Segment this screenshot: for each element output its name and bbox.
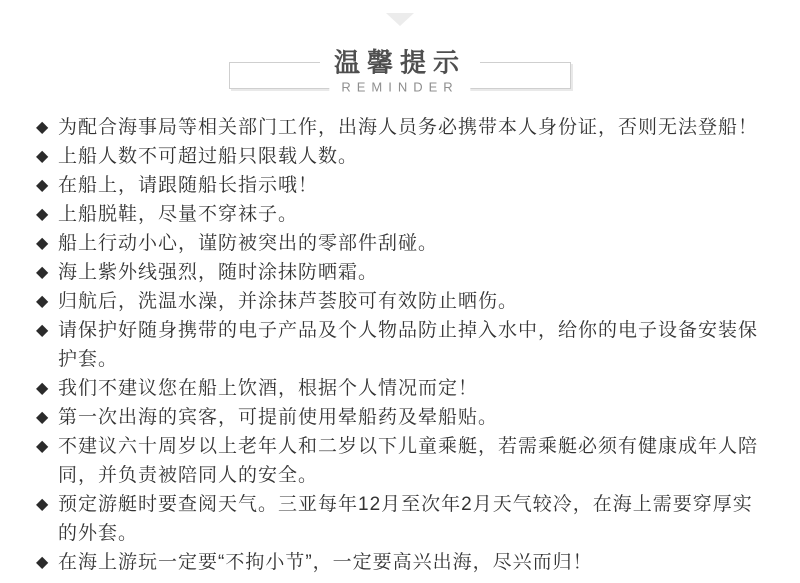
reminder-text: 为配合海事局等相关部门工作，出海人员务必携带本人身份证，否则无法登船！ (58, 117, 759, 138)
reminder-text: 我们不建议您在船上饮酒，根据个人情况而定！ (58, 378, 479, 399)
diamond-bullet-icon: ◆ (36, 148, 49, 165)
diamond-bullet-icon: ◆ (36, 409, 49, 426)
reminder-text: 船上行动小心，谨防被突出的零部件刮碰。 (58, 233, 439, 254)
reminder-text: 归航后，洗温水澡，并涂抹芦荟胶可有效防止晒伤。 (58, 291, 519, 312)
list-item (0, 548, 800, 577)
reminder-text: 上船脱鞋，尽量不穿袜子。 (58, 204, 299, 225)
diamond-bullet-icon: ◆ (36, 380, 49, 397)
reminder-text: 在船上，请跟随船长指示哦！ (58, 175, 319, 196)
list-item (0, 200, 800, 229)
list-item (0, 171, 800, 200)
list-item (0, 374, 800, 403)
page-title: 温馨提示 (320, 49, 480, 78)
diamond-bullet-icon: ◆ (36, 554, 49, 571)
list-item (0, 113, 800, 142)
list-item (0, 229, 800, 258)
page-subtitle: REMINDER (329, 81, 470, 96)
diamond-bullet-icon: ◆ (36, 496, 49, 513)
list-item (0, 403, 800, 432)
reminder-list (0, 113, 800, 577)
reminder-text: 在海上游玩一定要“不拘小节”，一定要高兴出海，尽兴而归！ (58, 552, 593, 573)
diamond-bullet-icon: ◆ (36, 264, 49, 281)
list-item (0, 432, 800, 490)
reminder-header-frame (229, 47, 571, 95)
list-item (0, 490, 800, 548)
diamond-bullet-icon: ◆ (36, 293, 49, 310)
list-item (0, 287, 800, 316)
reminder-text: 第一次出海的宾客，可提前使用晕船药及晕船贴。 (58, 407, 499, 428)
diamond-bullet-icon: ◆ (36, 119, 49, 136)
diamond-bullet-icon: ◆ (36, 438, 49, 455)
list-item (0, 258, 800, 287)
diamond-bullet-icon: ◆ (36, 177, 49, 194)
list-item (0, 142, 800, 171)
diamond-bullet-icon: ◆ (36, 235, 49, 252)
diamond-bullet-icon: ◆ (36, 322, 49, 339)
reminder-text: 请保护好随身携带的电子产品及个人物品防止掉入水中，给你的电子设备安装保护套。 (58, 320, 759, 370)
reminder-text: 海上紫外线强烈，随时涂抹防晒霜。 (58, 262, 379, 283)
reminder-text: 不建议六十周岁以上老年人和二岁以下儿童乘艇，若需乘艇必须有健康成年人陪同，并负责被陪同人的安全。 (58, 436, 759, 486)
chevron-down-icon (386, 13, 414, 26)
reminder-text: 上船人数不可超过船只限载人数。 (58, 146, 359, 167)
list-item (0, 316, 800, 374)
diamond-bullet-icon: ◆ (36, 206, 49, 223)
reminder-text: 预定游艇时要查阅天气。三亚每年12月至次年2月天气较冷，在海上需要穿厚实的外套。 (58, 494, 753, 544)
